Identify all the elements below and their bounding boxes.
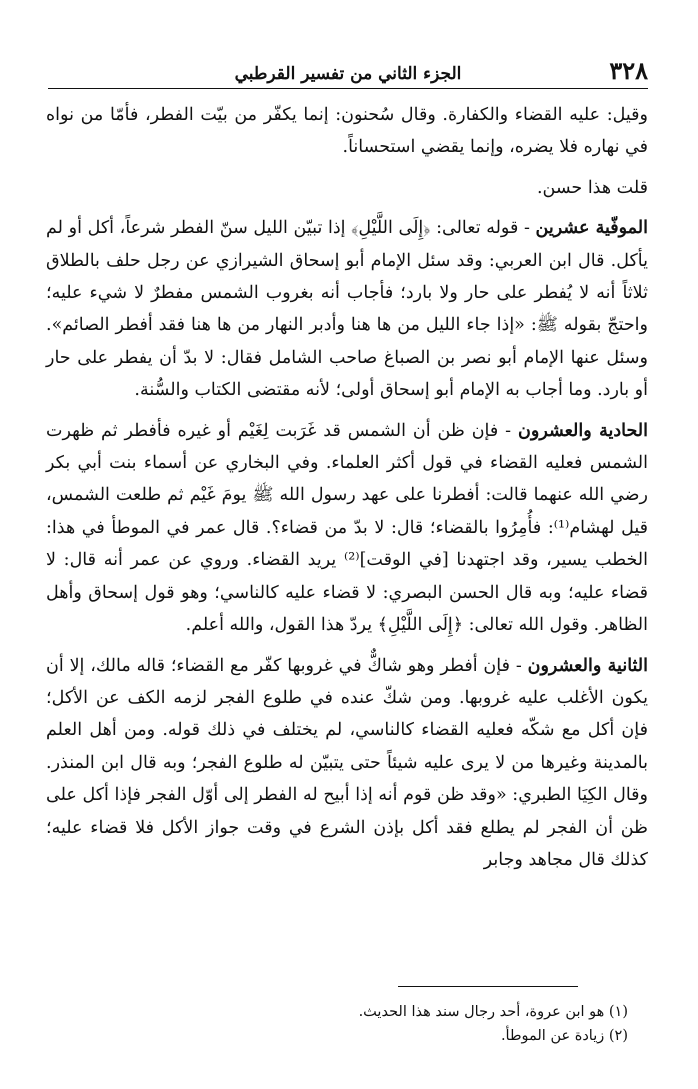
running-title: الجزء الثاني من تفسير القرطبي bbox=[234, 64, 462, 84]
page-number: ٣٢٨ bbox=[609, 56, 648, 85]
paragraph-text: قلت هذا حسن. bbox=[536, 177, 648, 198]
paragraph-text: - قوله تعالى: ﴿إِلَى اللَّيْلِ﴾ إذا تبيّن الليل سنّ الفطر شرعاً، أكل أو لم يأكل. قال ابن العربي: وقد سئل الإمام أبو إسحاق الشيرازي عن رجل حلف بالطلاق ثلاثاً أنه لا يُفطر على حار ولا بارد؛ فأجاب أنه بغروب الشمس مفطرٌ لا شيء عليه؛ واحتجّ بقوله ﷺ: «إذا جاء الليل من ها هنا وأدبر النهار من ها هنا فقد أفطر الصائم». وسئل عنها الإمام أبو نصر بن الصباغ صاحب الشامل فقال: لا بدّ أن يفطر على حار أو بارد. وما أجاب به الإمام أبو إسحاق أولى؛ لأنه مقتضى الكتاب والسُّنة. bbox=[46, 218, 648, 401]
paragraph-text: - فإن أفطر وهو شاكٌّ في غروبها كفّر مع القضاء؛ قاله مالك، إلا أن يكون الأغلب عليه غروبها. ومن شكّ عنده في طلوع الفجر لزمه الكف عن الأكل؛ فإن أكل مع شكّه فعليه القضاء كالناسي، لم يختلف في ذلك قوله. ومن أهل العلم بالمدينة وغيرها من لا يرى عليه شيئاً حتى يتبيّن له طلوع الفجر؛ وبه قال ابن المنذر. وقال الكِيَا الطبري: «وقد ظن قوم أنه إذا أبيح له الفطر إلى أوّل الفجر فإذا أكل على ظن أن الفجر لم يطلع فقد أكل بإذن الشرع في وقت جواز الأكل فلا قضاء عليه؛ كذلك قال مجاهد وجابر bbox=[46, 655, 648, 870]
footnote-divider bbox=[398, 986, 578, 987]
section-heading: الثانية والعشرون bbox=[527, 655, 648, 676]
paragraph bbox=[46, 99, 648, 164]
main-text bbox=[46, 99, 648, 876]
section-heading: الموفّية عشرين bbox=[535, 218, 648, 239]
paragraph-text: وقيل: عليه القضاء والكفارة. وقال سُحنون: إنما يكفّر من بيّت الفطر، فأمّا من نواه في نهاره فلا يضره، وإنما يقضي استحساناً. bbox=[46, 105, 648, 158]
paragraph bbox=[46, 212, 648, 406]
paragraph bbox=[46, 650, 648, 877]
footnote: (١) هو ابن عروة، أحد رجال سند هذا الحديث. bbox=[358, 1004, 628, 1020]
paragraph bbox=[46, 415, 648, 642]
paragraph-text: - فإن ظن أن الشمس قد غَرَبت لِغَيْم أو غيره فأفطر ثم ظهرت الشمس فعليه القضاء في قول أكثر العلماء. وفي البخاري عن أسماء بنت أبي بكر رضي الله عنهما قالت: أفطرنا على عهد رسول الله ﷺ يومَ غَيْم ثم طلعت الشمس، قيل لهشام⁽¹⁾: فأُمِرُوا بالقضاء؛ قال: لا بدّ من قضاء؟. قال عمر في الموطأ في هذا: الخطب يسير، وقد اجتهدنا [في الوقت]⁽²⁾ يريد القضاء. وروي عن عمر أنه قال: لا قضاء عليه؛ وبه قال الحسن البصري: لا قضاء عليه كالناسي؛ وهو قول إسحاق وأهل الظاهر. وقول الله تعالى: ﴿إِلَى اللَّيْلِ﴾ يردّ هذا القول، والله أعلم. bbox=[46, 420, 649, 636]
footnote: (٢) زيادة عن الموطأ. bbox=[500, 1028, 628, 1044]
paragraph bbox=[46, 172, 648, 204]
section-heading: الحادية والعشرون bbox=[518, 420, 648, 441]
footnotes bbox=[60, 1000, 628, 1048]
page-header bbox=[48, 56, 648, 89]
